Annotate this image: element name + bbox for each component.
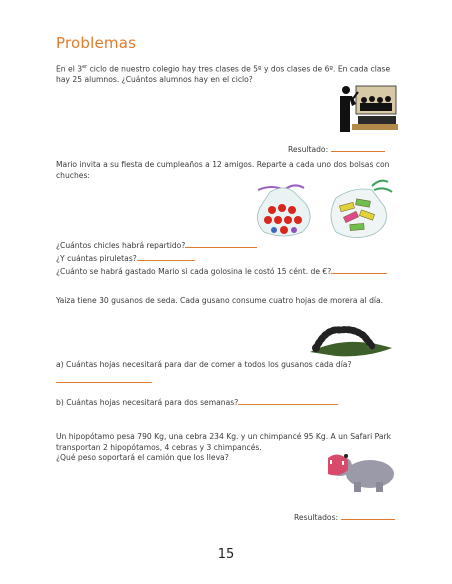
p1-line2: hay 25 alumnos. ¿Cuántos alumnos hay en el ciclo? [56,75,253,85]
p4-line3: ¿Qué peso soportará el camión que los lleva? [56,453,229,462]
p4-line2: transportan 2 hipopótamos, 4 cebras y 3 chimpancés. [56,442,262,452]
answer-line-3a[interactable] [56,374,152,383]
answer-line-chicles[interactable] [185,239,257,248]
hippo-illustration [324,448,398,494]
answer-line-gasto[interactable] [331,265,387,274]
result-1-label: Resultado: [288,145,329,154]
answer-line-piruletas[interactable] [137,252,195,261]
p2-line1: Mario invita a su fiesta de cumpleaños a 12 amigos. Reparte a cada uno dos bolsas con [56,160,390,169]
page-title: Problemas [56,34,137,52]
q-piruletas: ¿Y cuántas piruletas? [56,254,137,263]
question-2c [56,265,387,278]
lollipops-bag-illustration [244,180,322,240]
q-chicles: ¿Cuántos chicles habrá repartido? [56,241,186,250]
problem-3-text: Yaiza tiene 30 gusanos de seda. Cada gusano consume cuatro hojas de morera al día. [56,296,384,305]
chewing-gum-bag-illustration [322,176,396,242]
page-number: 15 [217,547,235,562]
result-4 [294,511,395,524]
result-1 [288,143,385,156]
answer-line-3b[interactable] [238,396,338,405]
p1-pre: En el 3 [56,64,83,74]
question-3a: a) Cuántas hojas necesitará para dar de comer a todos los gusanos cada día? [56,360,352,369]
p2-line2: chuches: [56,170,90,180]
question-2b [56,252,195,265]
result-4-label: Resultados: [294,513,339,522]
q-3b: b) Cuántas hojas necesitará para dos semanas? [56,398,239,407]
question-2a [56,239,257,252]
p4-line1: Un hipopótamo pesa 790 Kg, una cebra 234 Kg. y un chimpancé 95 Kg. A un Safari Park [56,432,392,441]
result-4-answer-line[interactable] [341,511,395,520]
silkworm-illustration [306,322,396,358]
p1-line1: ciclo de nuestro colegio hay tres clases de 5º y dos clases de 6º. En cada clase [87,64,391,74]
question-3b [56,396,338,409]
q-gasto: ¿Cuánto se habrá gastado Mario si cada golosina le costó 15 cént. de €? [56,267,332,276]
result-1-answer-line[interactable] [331,143,385,152]
teacher-class-illustration [334,80,398,140]
p1-sup: er [82,64,88,70]
